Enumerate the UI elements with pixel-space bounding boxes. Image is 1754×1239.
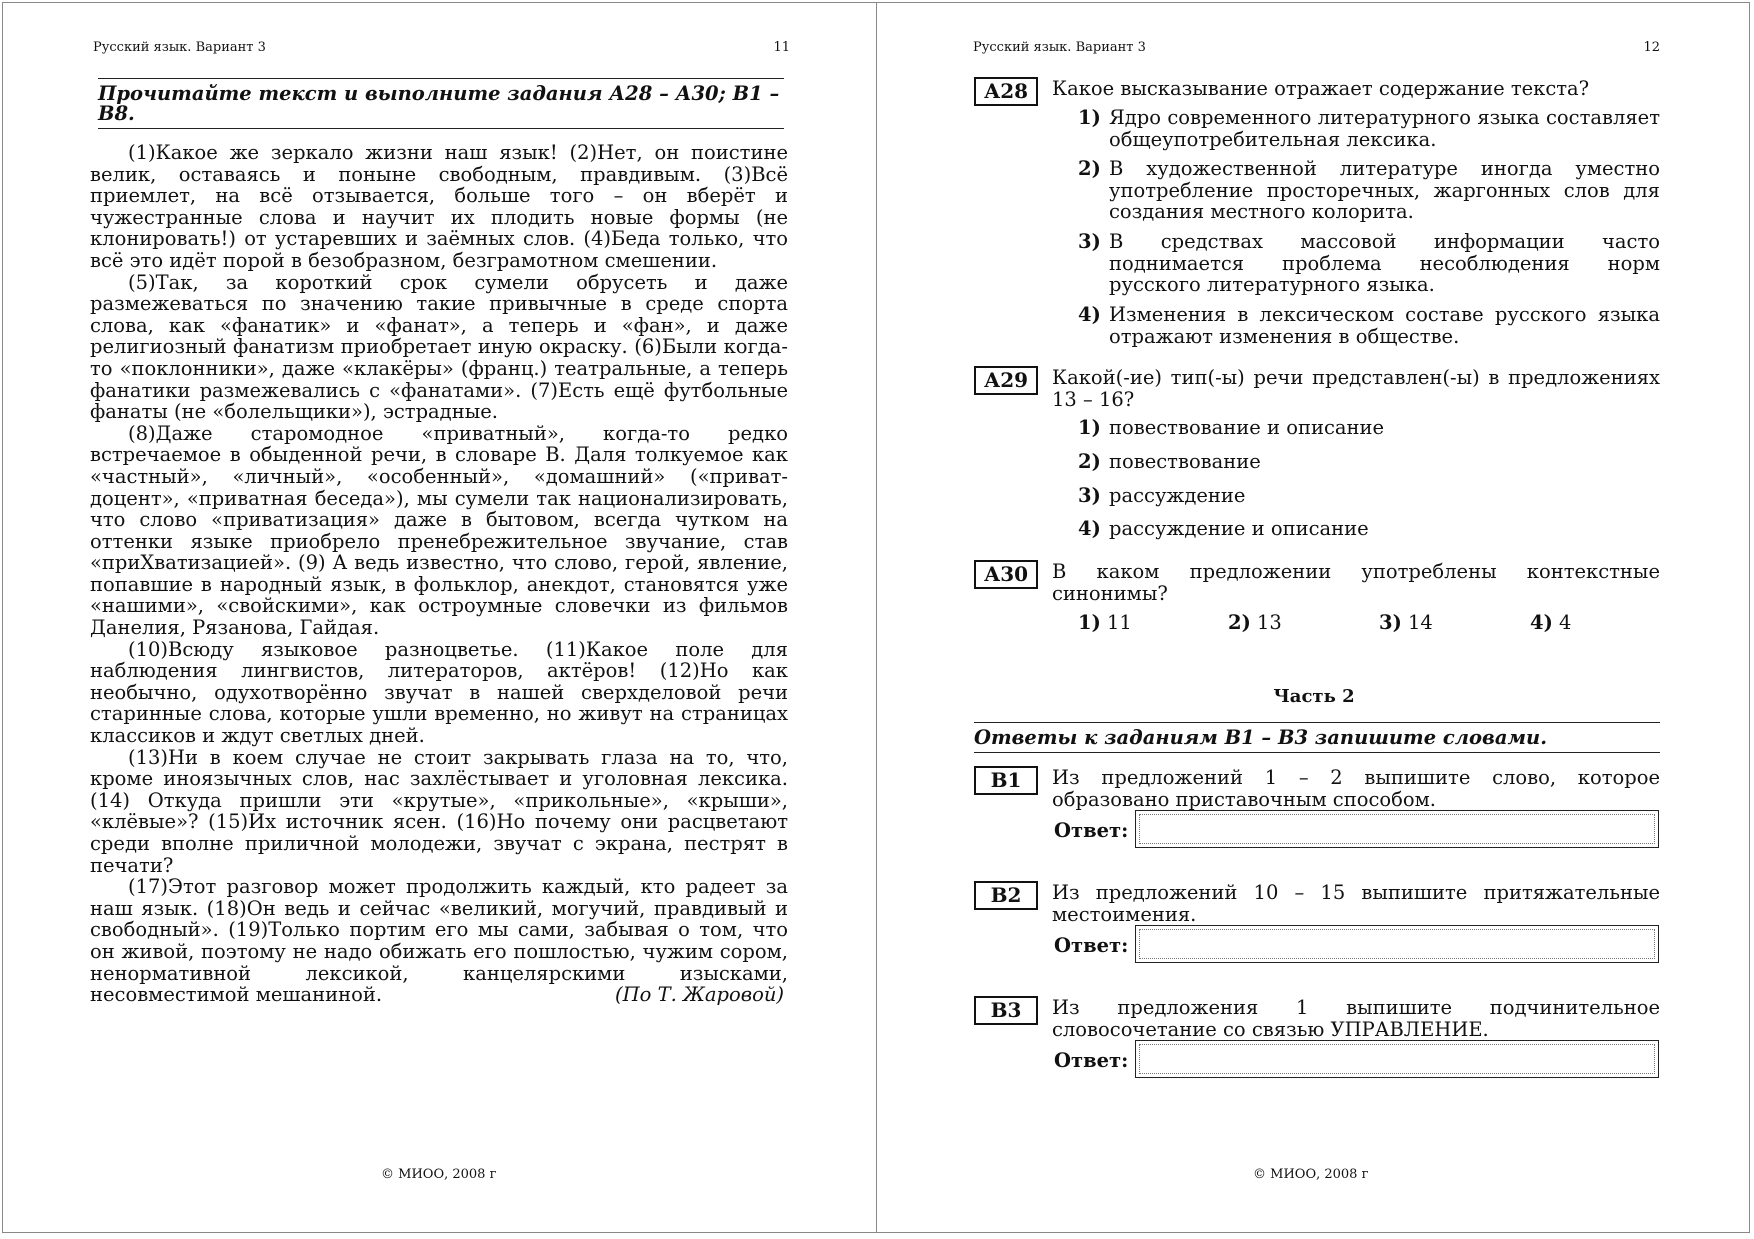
answer-option[interactable]: [1078, 158, 1660, 223]
answer-option[interactable]: [1078, 304, 1660, 347]
task-question: Из предложений 10 – 15 выпишите притяжательные местоимения.: [1052, 881, 1660, 926]
page-divider: [876, 2, 877, 1233]
reading-instruction: Прочитайте текст и выполните задания А28 – А30; В1 – В8.: [98, 78, 784, 129]
task-code-a28: А28: [974, 77, 1038, 106]
answer-label: Ответ:: [1054, 819, 1129, 842]
answer-option[interactable]: [1379, 611, 1433, 634]
answer-option[interactable]: [1078, 485, 1660, 507]
part2-instruction: Ответы к заданиям В1 – В3 запишите словами.: [974, 722, 1660, 753]
answer-label: Ответ:: [1054, 1049, 1129, 1072]
option-number: 3): [1379, 611, 1402, 634]
option-text: 13: [1257, 611, 1282, 634]
task-question: Из предложений 1 – 2 выпишите слово, которое образовано приставочным способом.: [1052, 766, 1660, 811]
option-number: 1): [1078, 611, 1101, 634]
option-number: 2): [1078, 450, 1101, 473]
left-page-number: 11: [773, 40, 790, 55]
option-text: Ядро современного литературного языка составляет общеупотребительная лексика.: [1109, 106, 1660, 151]
task-question: Из предложения 1 выпишите подчинительное словосочетание со связью УПРАВЛЕНИЕ.: [1052, 996, 1660, 1041]
option-text: В художественной литературе иногда уместно употребление просторечных, жаргонных слов для создания местного колорита.: [1109, 157, 1660, 224]
text-author: (По Т. Жаровой): [615, 983, 784, 1006]
text-paragraph: (17)Этот разговор может продолжить каждый, кто радеет за наш язык. (18)Он ведь и сейчас «великий, могучий, правдивый и свободный». (19)Только портим его мы сами, забывая о том, что он живой, поэтому не надо обижать его пошлостью, чужим сором, ненормативной лексикой, канцелярскими изысками, несовместимой мешаниной.: [90, 875, 788, 1007]
reading-text: [90, 142, 788, 1006]
answer-option[interactable]: [1078, 451, 1660, 473]
task-code-a29: А29: [974, 366, 1038, 395]
answer-input[interactable]: [1135, 1040, 1659, 1078]
option-text: повествование и описание: [1109, 416, 1385, 439]
answer-option[interactable]: [1078, 231, 1660, 296]
text-paragraph: (8)Даже старомодное «приватный», когда-то редко встречаемое в обыденной речи, в словаре В. Даля толкуемое как «частный», «личный», «особенный», «домашний» («приват-доцент», «приватная беседа»), мы сумели так национализировать, что слово «приватизация» даже в бытовом, всегда чутком на оттенки языке приобрело пренебрежительное звучание, став «приХватизацией». (9) А ведь известно, что слово, герой, явление, попавшие в народный язык, в фольклор, анекдот, становятся уже «нашими», «свойскими», как остроумные словечки из фильмов Данелия, Рязанова, Гайдая.: [90, 421, 788, 640]
task-question: В каком предложении употреблены контекстные синонимы?: [1052, 560, 1660, 605]
option-text: В средствах массовой информации часто поднимается проблема несоблюдения норм русского литературного языка.: [1109, 230, 1660, 297]
part2-title: Часть 2: [1273, 686, 1355, 707]
answer-input[interactable]: [1135, 925, 1659, 963]
option-number: 1): [1078, 416, 1101, 439]
answer-input[interactable]: [1135, 810, 1659, 848]
answer-option[interactable]: [1078, 107, 1660, 150]
option-text: 11: [1107, 611, 1132, 634]
option-number: 1): [1078, 106, 1101, 129]
option-number: 2): [1228, 611, 1251, 634]
option-number: 4): [1530, 611, 1553, 634]
option-number: 3): [1078, 484, 1101, 507]
option-number: 4): [1078, 517, 1101, 540]
answer-option[interactable]: [1530, 611, 1571, 634]
option-text: Изменения в лексическом составе русского языка отражают изменения в обществе.: [1109, 303, 1660, 348]
option-text: рассуждение: [1109, 484, 1246, 507]
task-question: Какой(-ие) тип(-ы) речи представлен(-ы) в предложениях 13 – 16?: [1052, 366, 1660, 411]
option-number: 2): [1078, 157, 1101, 180]
answer-option[interactable]: [1228, 611, 1282, 634]
option-text: рассуждение и описание: [1109, 517, 1369, 540]
right-footer: © МИОО, 2008 г: [1253, 1167, 1369, 1182]
answer-option[interactable]: [1078, 417, 1660, 439]
task-code-a30: А30: [974, 560, 1038, 589]
answer-label: Ответ:: [1054, 934, 1129, 957]
left-footer: © МИОО, 2008 г: [381, 1167, 497, 1182]
right-header-title: Русский язык. Вариант 3: [973, 40, 1146, 55]
task-question: Какое высказывание отражает содержание текста?: [1052, 77, 1590, 100]
left-header-title: Русский язык. Вариант 3: [93, 40, 266, 55]
option-text: 4: [1559, 611, 1572, 634]
right-page-number: 12: [1643, 40, 1660, 55]
task-code-b2: В2: [974, 881, 1038, 910]
text-paragraph: (1)Какое же зеркало жизни наш язык! (2)Нет, он поистине велик, оставаясь и поныне свободным, правдивым. (3)Всё приемлет, на всё отзывается, больше того – он вберёт и чужестранные слова и научит их плодить новые формы (не клонировать!) от устаревших и заёмных слов. (4)Беда только, что всё это идёт порой в безобразном, безграмотном смешении.: [90, 141, 788, 272]
option-number: 3): [1078, 230, 1101, 253]
option-number: 4): [1078, 303, 1101, 326]
text-paragraph: (10)Всюду языковое разноцветье. (11)Какое поле для наблюдения лингвистов, литераторов, актёров! (12)Но как необычно, одухотворённо звучат в нашей сверхделовой речи старинные слова, которые ушли временно, но живут на страницах классиков и ждут светлых дней.: [90, 637, 788, 748]
task-code-b3: В3: [974, 996, 1038, 1025]
answer-option[interactable]: [1078, 518, 1660, 540]
option-text: повествование: [1109, 450, 1261, 473]
task-code-b1: В1: [974, 766, 1038, 795]
text-paragraph: (13)Ни в коем случае не стоит закрывать глаза на то, что, кроме иноязычных слов, нас захлёстывает и уголовная лексика. (14) Откуда пришли эти «крутые», «прикольные», «крыши», «клёвые»? (15)Их источник ясен. (16)Но почему они расцветают среди вполне приличной молодежи, звучат с экрана, пестрят в печати?: [90, 745, 788, 877]
answer-option[interactable]: [1078, 611, 1132, 634]
text-paragraph: (5)Так, за короткий срок сумели обрусеть и даже размежеваться по значению такие привычные в среде спорта слова, как «фанатик» и «фанат», а теперь и «фан», и даже религиозный фанатизм приобретает иную окраску. (6)Были когда-то «поклонники», даже «клакёры» (франц.) театральные, а теперь фанатики размежевались с «фанатами». (7)Есть ещё футбольные фанаты (не «болельщики»), эстрадные.: [90, 270, 788, 424]
option-text: 14: [1408, 611, 1433, 634]
